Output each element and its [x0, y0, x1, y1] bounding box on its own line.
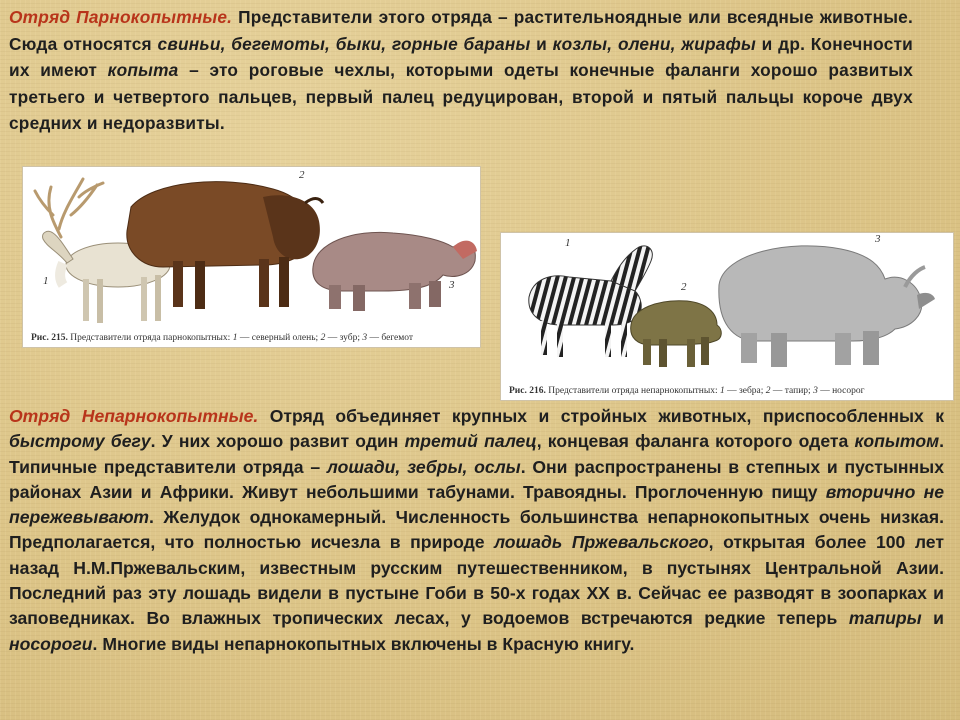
caption-label: — зубр;: [325, 333, 363, 343]
rhino-illustration: [719, 246, 935, 367]
artiodactyla-title: Отряд Парнокопытные.: [9, 7, 233, 27]
caption-index: 3: [362, 333, 368, 343]
caption-index: 3: [813, 386, 818, 396]
text-segment: и: [921, 608, 944, 629]
text-segment: , открытая более 100 лет назад Н.М.Пржевальским, известным русским путешественником, в пустынях Центральной Азии. Последний раз эту лошадь видели в пустыне Гоби в 50-х годах ХХ в. Сейчас ее разводят в зоопарках и заповедниках. Во влажных тропических лесах, у водоемов встречаются редкие теперь: [9, 532, 944, 629]
emphasis-segment: свиньи, бегемоты, быки, горные бараны: [157, 33, 531, 54]
artiodactyla-illustration: [23, 167, 480, 347]
caption-text: Представители отряда парнокопытных:: [67, 333, 233, 343]
emphasis-segment: тапиры: [848, 608, 922, 629]
text-segment: Отряд объединяет крупных и стройных животных, приспособленных к: [258, 406, 944, 426]
emphasis-segment: третий палец: [404, 431, 537, 452]
perissodactyla-title: Отряд Непарнокопытные.: [9, 406, 259, 426]
zebra-illustration: [529, 246, 652, 357]
text-segment: . Типичные представители отряда –: [9, 431, 944, 477]
figure-caption: [509, 386, 865, 396]
emphasis-segment: быстрому бегу: [9, 431, 151, 452]
figure-label-1: 1: [565, 237, 571, 249]
caption-label: — зебра;: [724, 386, 766, 396]
caption-index: 1: [232, 333, 238, 343]
perissodactyla-paragraph: [9, 404, 944, 657]
emphasis-segment: козлы, олени, жирафы: [552, 33, 756, 54]
figure-perissodactyla: [500, 232, 954, 401]
figure-label-3: 3: [875, 233, 881, 245]
artiodactyla-paragraph: [9, 4, 913, 137]
text-segment: . Они распространены в степных и пустынных районах Азии и Африки. Живут небольшими табунами. Травоядны. Проглоченную пищу: [9, 456, 944, 502]
emphasis-segment: копыта: [107, 60, 179, 81]
text-segment: . Желудок однокамерный. Численность большинства непарнокопытных очень низкая. Предполагается, что полностью исчезла в природе: [9, 507, 944, 553]
text-segment: . Многие виды непарнокопытных включены в Красную книгу.: [92, 633, 635, 654]
text-segment: – это роговые чехлы, которыми одеты конечные фаланги хорошо развитых третьего и четвертого пальцев, первый палец редуцирован, второй и пятый пальцы короче двух средних и недоразвиты.: [9, 60, 914, 134]
caption-label: — носорог: [817, 386, 865, 396]
emphasis-segment: лошади, зебры, ослы: [326, 456, 521, 477]
caption-number: Рис. 215.: [31, 333, 68, 343]
figure-caption: [31, 333, 413, 343]
figure-label-2: 2: [681, 281, 687, 293]
caption-index: 1: [719, 386, 725, 396]
figure-artiodactyla: [22, 166, 481, 348]
caption-label: — бегемот: [367, 333, 414, 343]
text-segment: , концевая фаланга которого одета: [536, 431, 855, 452]
emphasis-segment: носороги: [9, 633, 93, 654]
caption-text: Представители отряда непарнокопытных:: [545, 386, 720, 396]
text-segment: Представители этого отряда – растительноядные или всеядные животные. Сюда относятся: [9, 7, 913, 54]
text-segment: и: [530, 33, 553, 54]
caption-index: 2: [765, 386, 771, 396]
text-segment: и др. Конечности их имеют: [9, 33, 913, 81]
caption-label: — северный олень;: [237, 333, 321, 343]
text-segment: . У них хорошо развит один: [150, 431, 405, 452]
emphasis-segment: лошадь Пржевальского: [494, 532, 709, 553]
emphasis-segment: копытом: [854, 431, 940, 452]
figure-label-1: 1: [43, 275, 49, 287]
figure-label-3: 3: [449, 279, 455, 291]
tapir-illustration: [631, 301, 722, 367]
emphasis-segment: вторично не пережевывают: [9, 481, 944, 528]
figure-label-2: 2: [299, 169, 305, 181]
caption-index: 2: [320, 333, 326, 343]
caption-number: Рис. 216.: [509, 386, 546, 396]
hippo-illustration: [313, 232, 477, 311]
perissodactyla-illustration: [501, 233, 953, 400]
caption-label: — тапир;: [770, 386, 814, 396]
